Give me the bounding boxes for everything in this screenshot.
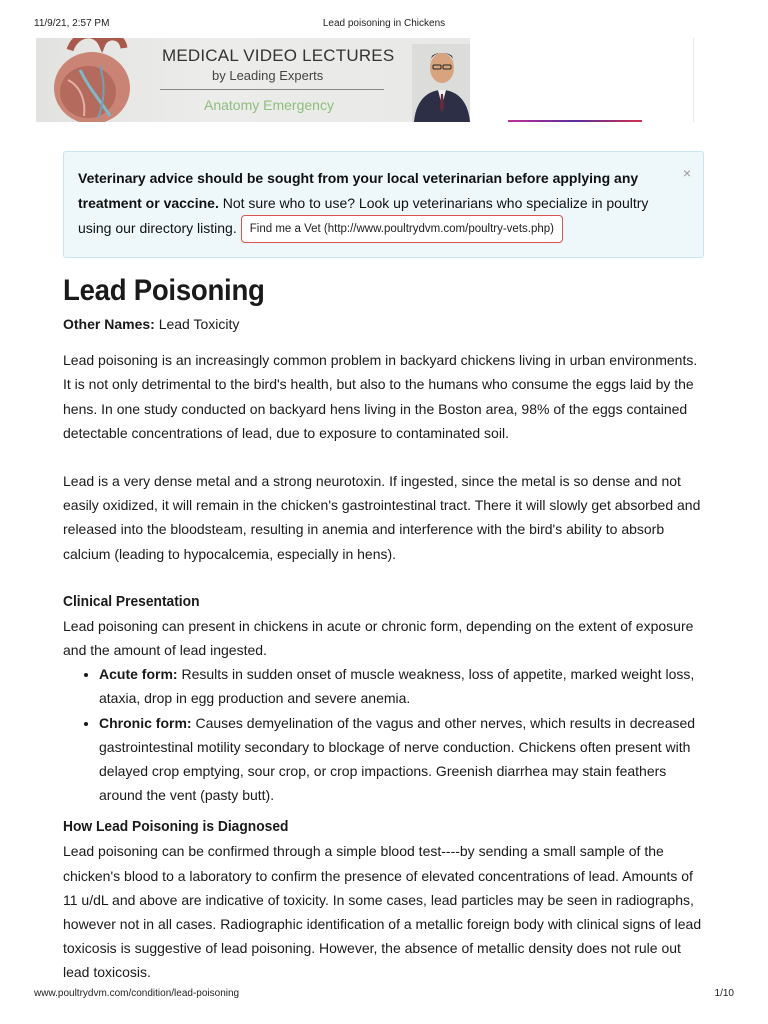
clinical-heading: Clinical Presentation [63,592,200,610]
presenter-photo-icon [412,44,470,122]
lead-description-paragraph: Lead is a very dense metal and a strong neurotoxin. If ingested, since the metal is so dense and not easily oxidized, it will remain in the chicken's gastrointestinal tract. There it will slowly get absorbed and released into the bloodsteam, resulting in anemia and interference with the bird's ability to absorb calcium (leading to hypocalcemia, especially in hens). [63,473,701,562]
banner-divider [160,89,384,90]
print-url: www.poultrydvm.com/condition/lead-poisoning [34,988,240,999]
banner-title: MEDICAL VIDEO LECTURES [162,46,395,65]
intro-paragraph: Lead poisoning is an increasingly common problem in backyard chickens living in urban environments. It is not only detrimental to the bird's health, but also to the humans who consume the eggs laid by the hens. In one study conducted on backyard hens living in the Boston area, 98% of the eggs contained detectable concentrations of lead, due to exposure to contaminated soil. [63,352,698,441]
alert-body-text: Not sure who to use? Look up veterinarians who specialize in poultry using our directory listing. [78,194,649,236]
ad-banner[interactable] [36,38,694,122]
acute-text: Results in sudden onset of muscle weakness, loss of appetite, marked weight loss, ataxia, drop in egg production and severe anemia. [99,666,695,707]
chronic-label: Chronic form: [99,714,192,731]
print-date: 11/9/21, 2:57 PM [34,18,110,29]
print-title: Lead poisoning in Chickens [322,18,446,29]
article [63,270,708,985]
print-footer [34,988,734,1002]
list-item-chronic [99,711,708,808]
other-names-value: Lead Toxicity [154,316,240,332]
find-vet-button[interactable]: Find me a Vet (http://www.poultrydvm.com/poultry-vets.php) [241,215,563,243]
alert-text [78,166,668,243]
diagnosis-paragraph: Lead poisoning can be confirmed through a simple blood test----by sending a small sample of the chicken's blood to a laboratory to confirm the presence of elevated concentrations of lead. Amounts of 11 u/dL and above are indicative of toxicity. In some cases, lead particles may be seen in radiographs, however not in all cases. Radiographic identification of a metallic foreign body with clinical signs of lead toxicosis is suggestive of lead poisoning. However, the absence of metallic density does not rule out lead toxicosis. [63,843,702,981]
close-icon[interactable]: × [682,165,691,181]
clinical-list [63,662,708,807]
banner-tag: Anatomy Emergency [204,97,334,113]
page-title: Lead Poisoning [63,274,265,307]
heart-illustration-icon [40,38,150,122]
acute-label: Acute form: [99,666,178,683]
alert-bold-text: Veterinary advice should be sought from your local veterinarian before applying any treatment or vaccine. [78,170,639,211]
clinical-intro: Lead poisoning can present in chickens in acute or chronic form, depending on the extent of exposure and the amount of lead ingested. [63,617,694,659]
other-names [63,312,708,336]
vet-advice-alert [63,151,704,258]
banner-accent-strip [508,120,642,122]
other-names-label: Other Names: [63,316,155,332]
diagnosis-heading: How Lead Poisoning is Diagnosed [63,818,289,836]
chronic-text: Causes demyelination of the vagus and other nerves, which results in decreased gastrointestinal motility secondary to blockage of nerve conduction. Chickens often present with delayed crop emptying, sour crop, or crop impactions. Greenish diarrhea may stain feathers around the vent (pasty butt). [99,714,696,804]
ad-banner-image[interactable] [36,38,470,122]
banner-subtitle: by Leading Experts [212,68,324,83]
print-header [34,18,734,32]
list-item-acute [99,662,708,710]
page-number: 1/10 [714,988,734,999]
